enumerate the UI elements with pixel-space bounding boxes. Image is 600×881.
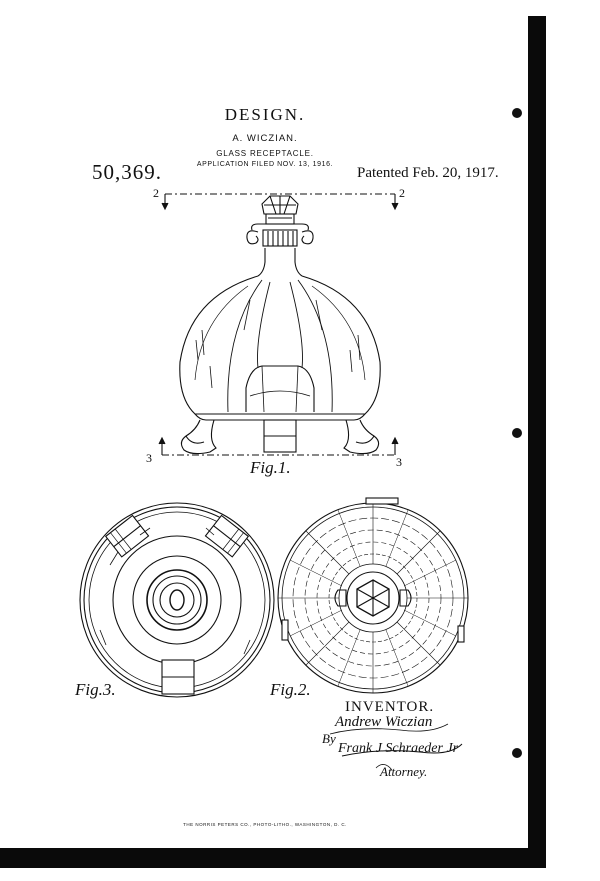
scan-edge-right: [528, 16, 546, 866]
patented-date: Patented Feb. 20, 1917.: [357, 165, 499, 181]
fig3-label: Fig.3.: [75, 680, 116, 699]
section-mark-bottom-left: 3: [146, 451, 152, 465]
punch-hole-middle: [512, 428, 522, 438]
scan-edge-bottom: [0, 848, 546, 868]
section-mark-bottom-right: 3: [396, 455, 402, 469]
patent-number: 50,369.: [92, 160, 162, 184]
section-mark-top-left: 2: [153, 186, 159, 200]
fig2-label: Fig.2.: [270, 680, 311, 699]
document-title: DESIGN.: [224, 105, 306, 124]
section-mark-top-right: 2: [399, 186, 405, 200]
attorney-signature: Frank J Schraeder Jr: [338, 741, 459, 756]
fig1-bottle-elevation: [180, 196, 380, 454]
patent-subject: GLASS RECEPTACLE.: [216, 149, 314, 158]
punch-hole-top: [512, 108, 522, 118]
inventor-signature: Andrew Wiczian: [335, 714, 433, 730]
printer-imprint: THE NORRIS PETERS CO., PHOTO-LITHO., WASHINGTON, D. C.: [183, 822, 347, 827]
inventor-short-name: A. WICZIAN.: [232, 133, 298, 144]
inventor-label: INVENTOR.: [345, 699, 435, 715]
attorney-label: Attorney.: [380, 764, 428, 779]
application-filed-date: APPLICATION FILED NOV. 13, 1916.: [196, 161, 334, 168]
punch-hole-bottom: [512, 748, 522, 758]
fig1-label: Fig.1.: [250, 458, 291, 477]
fig2-section-view: [278, 498, 468, 693]
by-label: By: [322, 731, 336, 746]
fig3-bottom-view: [80, 503, 274, 697]
